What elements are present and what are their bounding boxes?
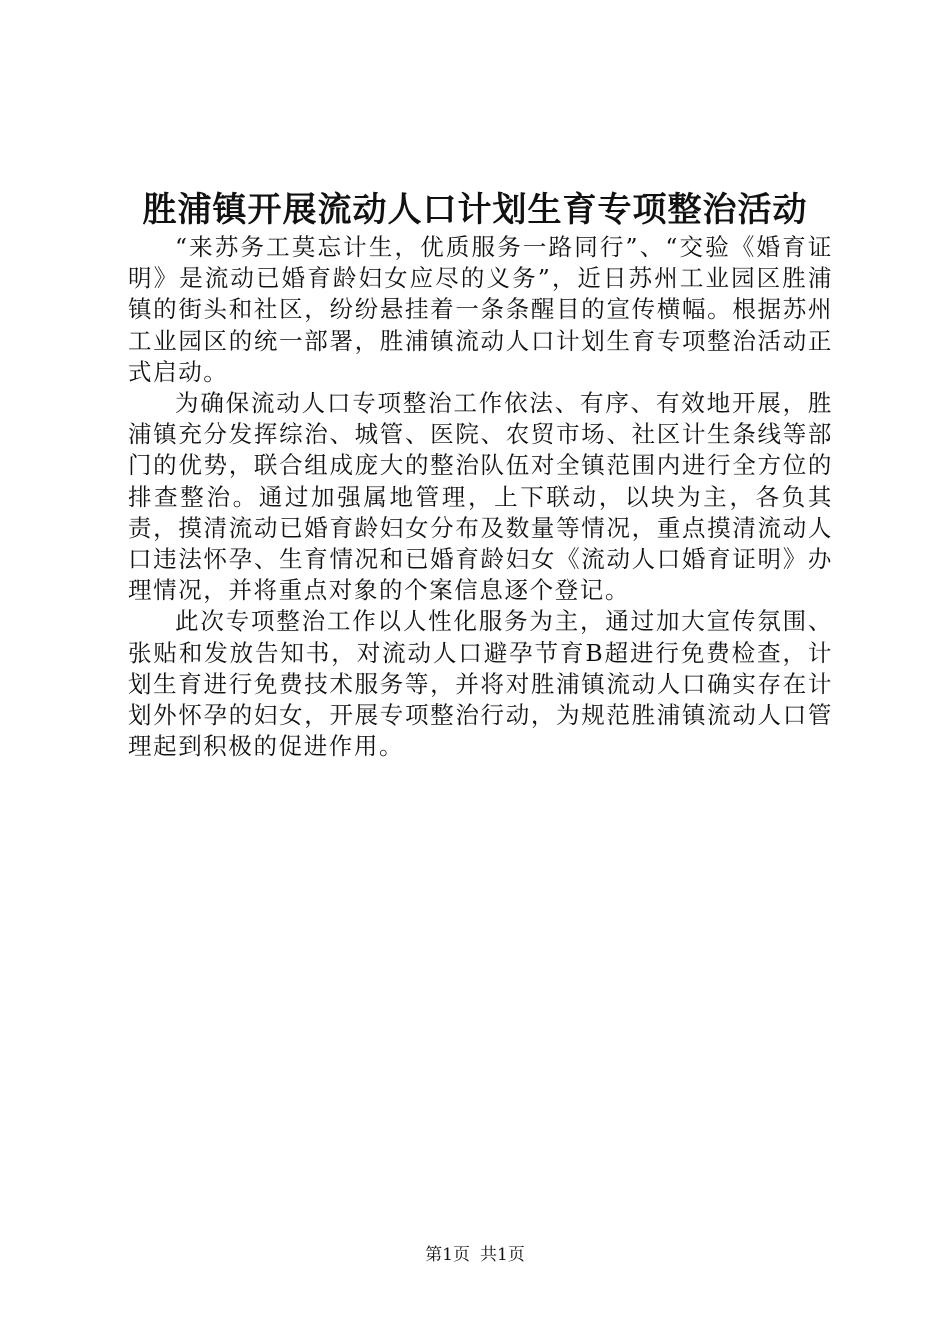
document-body: [128, 232, 833, 762]
page-total: 共1页: [480, 1245, 525, 1265]
paragraph-2: 为确保流动人口专项整治工作依法、有序、有效地开展，胜浦镇充分发挥综治、城管、医院、农贸市场、社区计生条线等部门的优势，联合组成庞大的整治队伍对全镇范围内进行全方位的排查整治。通过加强属地管理，上下联动，以块为主，各负其责，摸清流动已婚育龄妇女分布及数量等情况，重点摸清流动人口违法怀孕、生育情况和已婚育龄妇女《流动人口婚育证明》办理情况，并将重点对象的个案信息逐个登记。: [128, 389, 833, 605]
page-footer: [0, 1243, 950, 1267]
page-number: 第1页: [425, 1245, 470, 1265]
paragraph-1: “来苏务工莫忘计生，优质服务一路同行”、“交验《婚育证明》是流动已婚育龄妇女应尽的义务”，近日苏州工业园区胜浦镇的街头和社区，纷纷悬挂着一条条醒目的宣传横幅。根据苏州工业园区的统一部署，胜浦镇流动人口计划生育专项整治活动正式启动。: [128, 233, 833, 386]
document-title: 胜浦镇开展流动人口计划生育专项整治活动: [142, 190, 808, 230]
paragraph-3: 此次专项整治工作以人性化服务为主，通过加大宣传氛围、张贴和发放告知书，对流动人口避孕节育B超进行免费检查，计划生育进行免费技术服务等，并将对胜浦镇流动人口确实存在计划外怀孕的妇女，开展专项整治行动，为规范胜浦镇流动人口管理起到积极的促进作用。: [128, 607, 833, 761]
